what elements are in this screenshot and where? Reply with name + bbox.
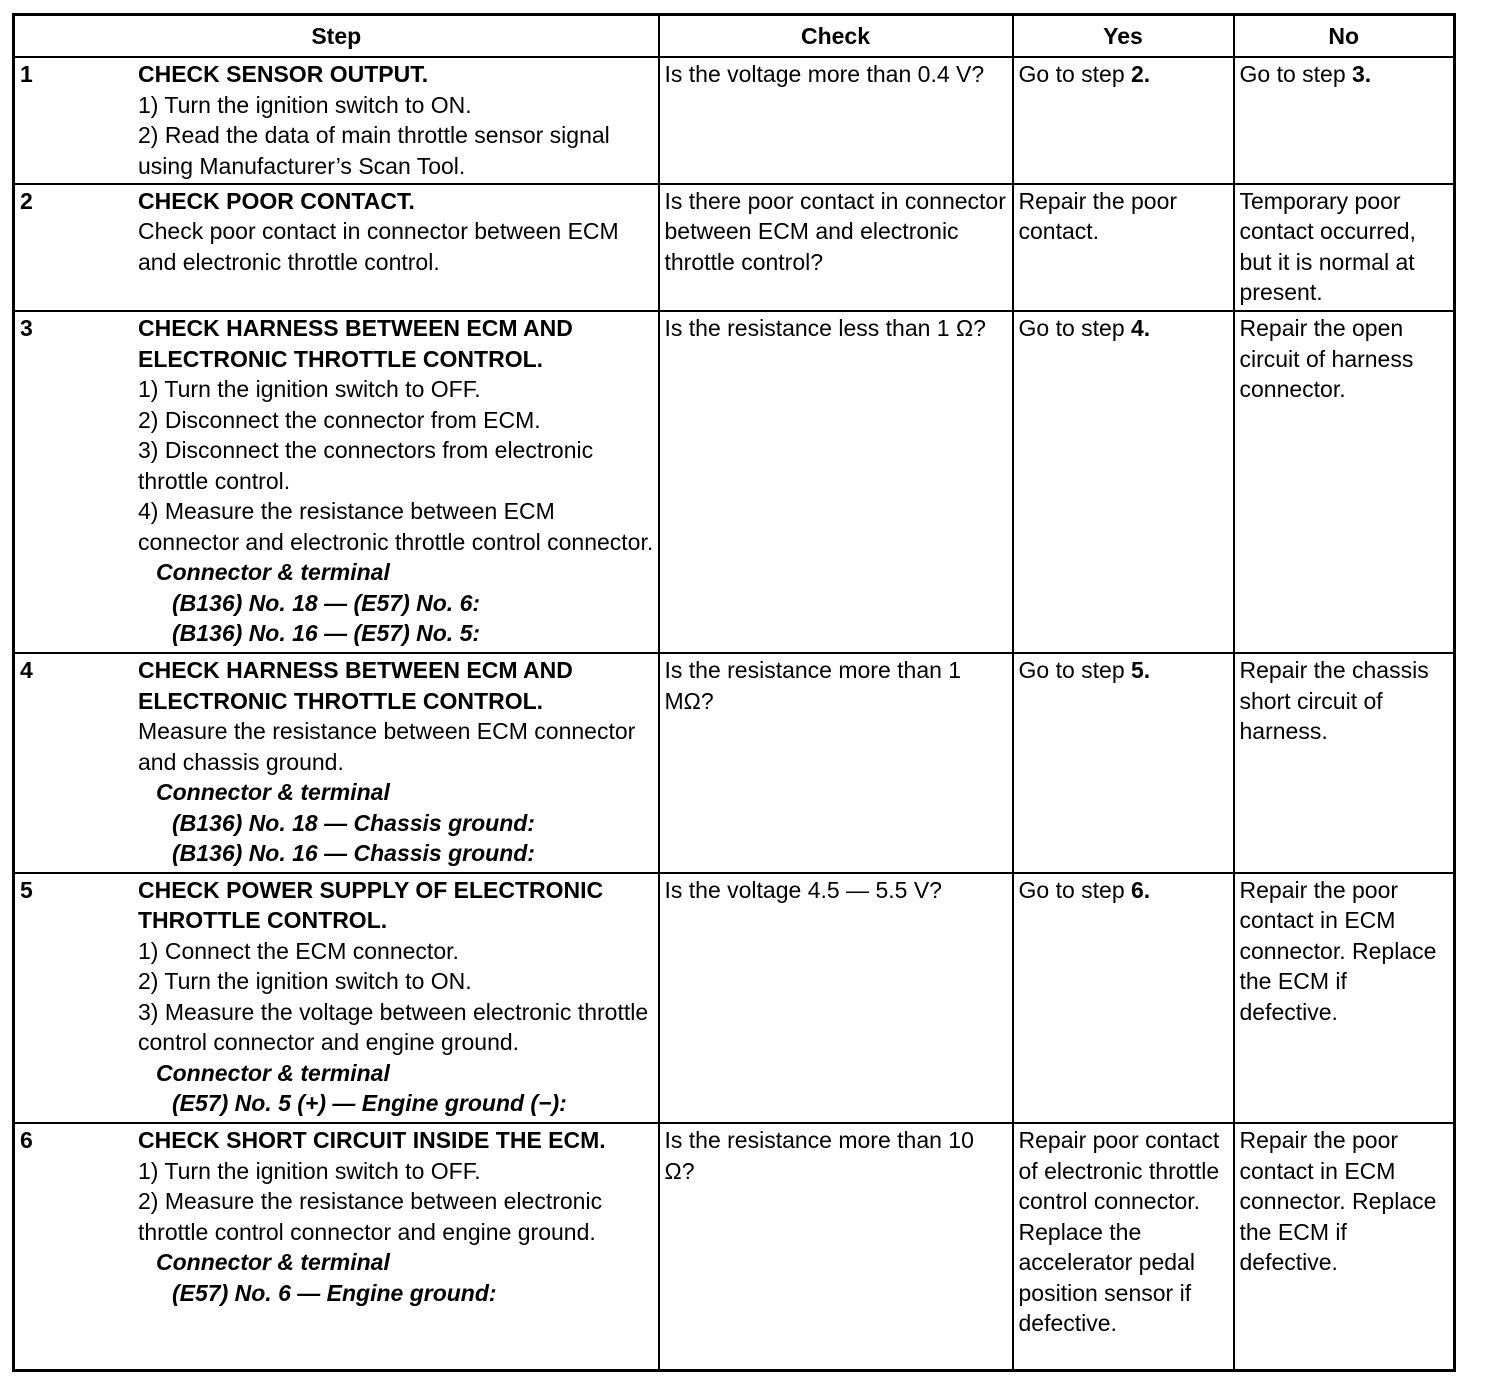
yes-text: Go to step — [1018, 876, 1132, 903]
header-check: Check — [659, 15, 1013, 58]
step-cell — [14, 57, 659, 184]
yes-step-ref: 4. — [1131, 315, 1151, 342]
no-step-ref: 3. — [1352, 61, 1372, 87]
step-title: CHECK HARNESS BETWEEN ECM AND ELECTRONIC THROTTLE CONTROL. — [138, 657, 573, 714]
no-cell: Repair the chassis short circuit of harness. — [1234, 653, 1455, 872]
yes-text: Go to step — [1018, 657, 1132, 684]
step-instruction: 3) Disconnect the connectors from electronic throttle control. — [138, 437, 594, 494]
step-title: CHECK HARNESS BETWEEN ECM AND ELECTRONIC THROTTLE CONTROL. — [138, 315, 573, 372]
step-instruction: Check poor contact in connector between ECM and electronic throttle control. — [138, 218, 619, 275]
step-instruction: 1) Turn the ignition switch to ON. — [138, 91, 472, 118]
step-instruction: 2) Read the data of main throttle sensor signal using Manufacturer’s Scan Tool. — [138, 122, 610, 179]
step-instruction: 2) Turn the ignition switch to ON. — [138, 968, 472, 995]
yes-text: Go to step — [1018, 61, 1132, 87]
no-text: Go to step — [1239, 61, 1353, 87]
step-instruction: 1) Turn the ignition switch to OFF. — [138, 1157, 481, 1184]
table-row — [14, 1123, 1455, 1370]
step-number: 5 — [20, 876, 33, 903]
check-cell: Is the voltage 4.5 — 5.5 V? — [659, 873, 1013, 1123]
no-cell: Temporary poor contact occurred, but it is normal at present. — [1234, 184, 1455, 312]
yes-step-ref: 5. — [1131, 657, 1151, 684]
check-cell: Is the resistance less than 1 Ω? — [659, 311, 1013, 653]
step-title: CHECK SHORT CIRCUIT INSIDE THE ECM. — [138, 1127, 606, 1154]
yes-step-ref: 2. — [1131, 61, 1151, 87]
step-instruction: 2) Measure the resistance between electronic throttle control connector and engine ground. — [138, 1188, 603, 1245]
step-instruction: 3) Measure the voltage between electronic throttle control connector and engine ground. — [138, 998, 649, 1056]
yes-cell — [1013, 57, 1234, 184]
table-row — [14, 57, 1455, 184]
check-cell: Is there poor contact in connector between ECM and electronic throttle control? — [659, 184, 1013, 312]
table-row — [14, 311, 1455, 653]
connector-terminal-spec: (B136) No. 16 — Chassis ground: — [172, 840, 535, 867]
table-row — [14, 653, 1455, 872]
step-number: 1 — [20, 61, 33, 87]
step-instruction: Measure the resistance between ECM connector and chassis ground. — [138, 718, 636, 775]
header-step: Step — [14, 15, 659, 58]
yes-step-ref: 6. — [1131, 876, 1151, 903]
connector-terminal-heading: Connector & terminal — [156, 559, 390, 586]
step-cell — [14, 873, 659, 1123]
connector-terminal-spec: (B136) No. 18 — (E57) No. 6: — [172, 589, 481, 616]
no-cell: Repair the poor contact in ECM connector. Replace the ECM if defective. — [1234, 1123, 1455, 1370]
connector-terminal-spec: (B136) No. 18 — Chassis ground: — [172, 809, 535, 836]
yes-cell — [1013, 311, 1234, 653]
no-cell: Repair the open circuit of harness connector. — [1234, 311, 1455, 653]
connector-terminal-spec: (B136) No. 16 — (E57) No. 5: — [172, 620, 481, 647]
table-row — [14, 873, 1455, 1123]
connector-terminal-spec: (E57) No. 5 (+) — Engine ground (−): — [172, 1090, 567, 1117]
step-number: 6 — [20, 1127, 33, 1154]
step-cell — [14, 184, 659, 312]
yes-cell — [1013, 873, 1234, 1123]
step-number: 4 — [20, 657, 33, 684]
step-title: CHECK POWER SUPPLY OF ELECTRONIC THROTTLE CONTROL. — [138, 876, 604, 934]
step-instruction: 2) Disconnect the connector from ECM. — [138, 406, 541, 433]
step-instruction: 1) Turn the ignition switch to OFF. — [138, 376, 481, 403]
connector-terminal-spec: (E57) No. 6 — Engine ground: — [172, 1279, 497, 1306]
step-instruction: 4) Measure the resistance between ECM connector and electronic throttle control connector. — [138, 498, 654, 555]
no-cell: Repair the poor contact in ECM connector. Replace the ECM if defective. — [1234, 873, 1455, 1123]
table-row — [14, 184, 1455, 312]
step-title: CHECK SENSOR OUTPUT. — [138, 61, 429, 87]
connector-terminal-heading: Connector & terminal — [156, 1249, 390, 1276]
connector-terminal-heading: Connector & terminal — [156, 1059, 390, 1086]
header-no: No — [1234, 15, 1455, 58]
step-cell — [14, 311, 659, 653]
table-header-row — [14, 15, 1455, 58]
connector-terminal-heading: Connector & terminal — [156, 779, 390, 806]
step-cell — [14, 1123, 659, 1370]
step-number: 3 — [20, 315, 33, 342]
step-title: CHECK POOR CONTACT. — [138, 187, 415, 214]
no-cell — [1234, 57, 1455, 184]
check-cell: Is the resistance more than 1 MΩ? — [659, 653, 1013, 872]
step-number: 2 — [20, 187, 33, 214]
check-cell: Is the voltage more than 0.4 V? — [659, 57, 1013, 184]
diagnostic-table — [12, 13, 1456, 1372]
yes-text: Go to step — [1018, 315, 1132, 342]
yes-cell: Repair poor contact of electronic throttle control connector. Replace the accelerator pedal position sensor if defective. — [1013, 1123, 1234, 1370]
step-instruction: 1) Connect the ECM connector. — [138, 937, 459, 964]
yes-cell: Repair the poor contact. — [1013, 184, 1234, 312]
header-yes: Yes — [1013, 15, 1234, 58]
step-cell — [14, 653, 659, 872]
check-cell: Is the resistance more than 10 Ω? — [659, 1123, 1013, 1370]
yes-cell — [1013, 653, 1234, 872]
